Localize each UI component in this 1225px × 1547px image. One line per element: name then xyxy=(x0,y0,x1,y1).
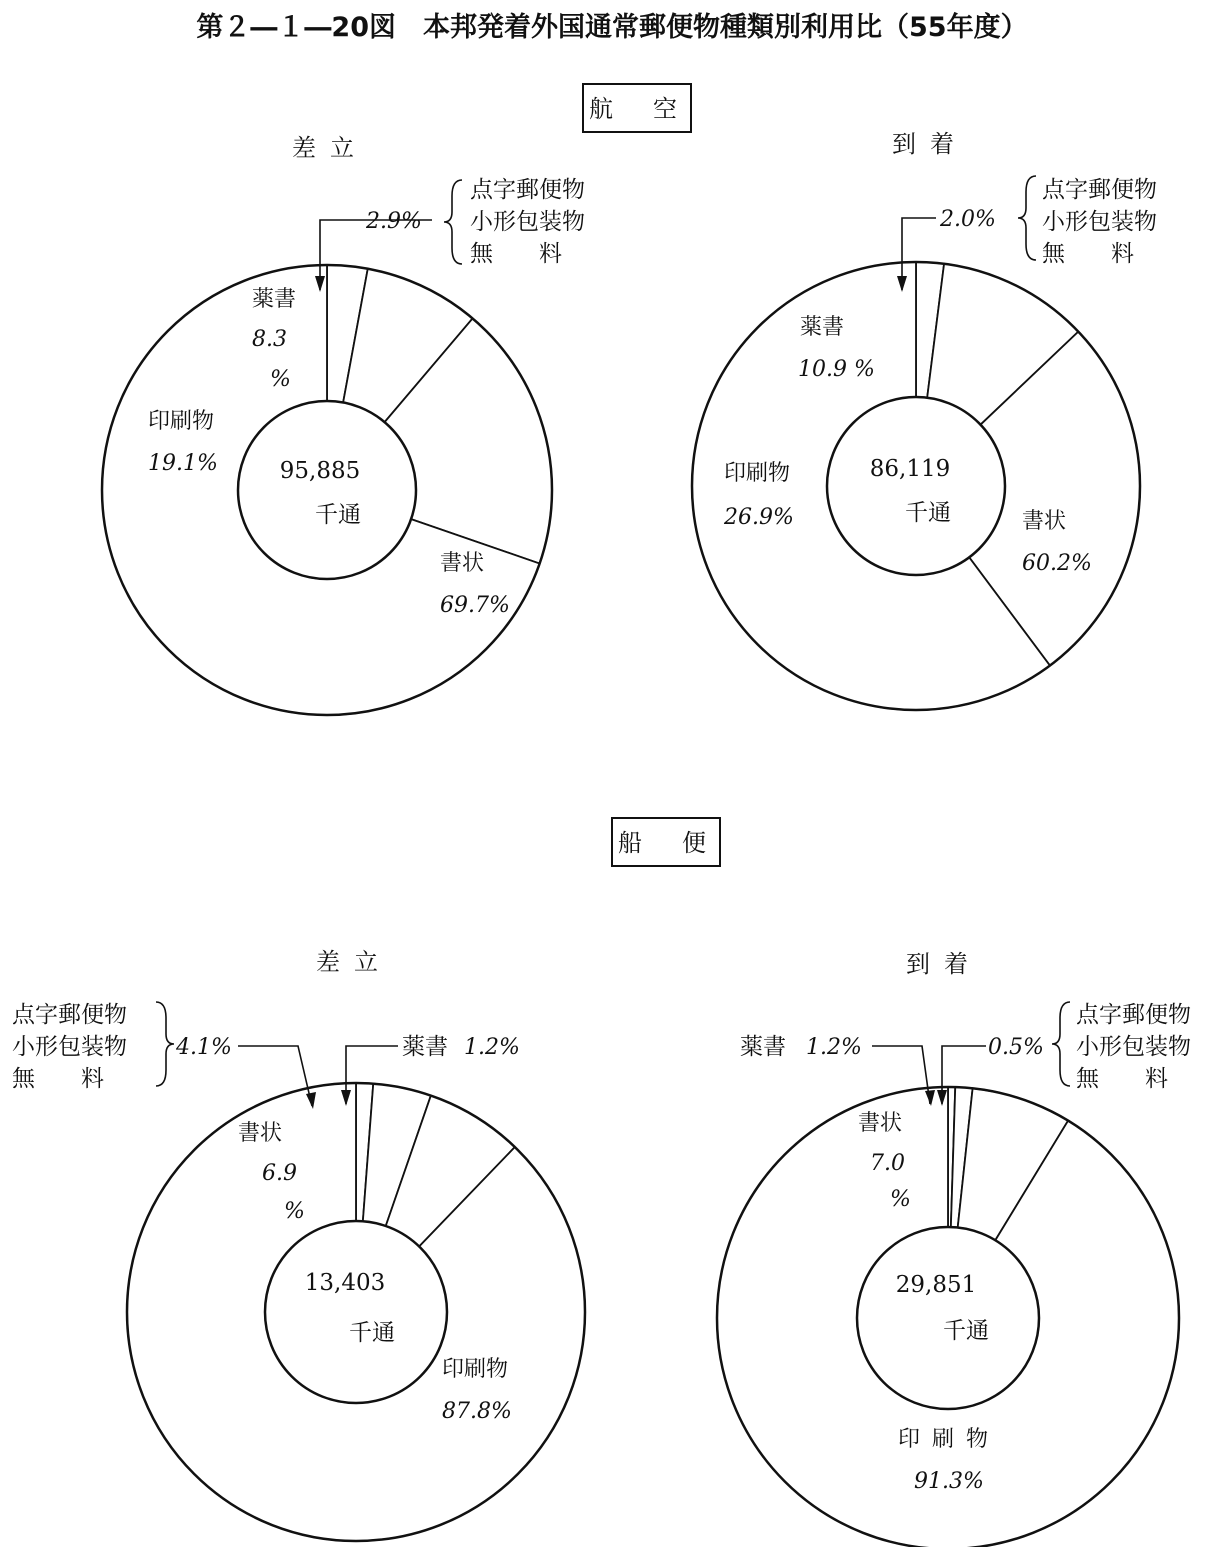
legend-line-free-sea-inbound: 無 料 xyxy=(1076,1066,1168,1092)
legend-line-braille-air-outbound: 点字郵便物 xyxy=(470,177,585,203)
legend-line-braille-sea-outbound: 点字郵便物 xyxy=(12,1002,127,1028)
slice-pct-postcard-air-outbound: 8.3 xyxy=(252,327,287,352)
center-unit-sea-outbound: 千通 xyxy=(349,1320,395,1346)
slice-pct-postcard-air-inbound: 10.9 % xyxy=(798,357,875,382)
pie-center-hole-sea-outbound xyxy=(265,1221,447,1403)
center-unit-sea-inbound: 千通 xyxy=(943,1318,989,1344)
slice-pct-printed-air-inbound: 26.9% xyxy=(724,505,794,530)
pie-chart-sea-inbound xyxy=(717,950,1191,1547)
slice-pct-misc-air-outbound: 2.9% xyxy=(366,209,422,234)
pie-chart-air-outbound xyxy=(102,134,585,715)
center-total-air-outbound: 95,885 xyxy=(279,458,361,484)
subtitle-sea-inbound: 到着 xyxy=(906,950,982,978)
legend-brace-air-outbound xyxy=(444,180,462,264)
slice-pct-printed-sea-inbound: 91.3% xyxy=(914,1469,984,1494)
slice-pct-sign-letters-sea-inbound: % xyxy=(890,1187,911,1212)
center-total-sea-inbound: 29,851 xyxy=(895,1272,977,1298)
slice-pct-misc-sea-outbound: 4.1% xyxy=(176,1035,232,1060)
legend-line-free-sea-outbound: 無 料 xyxy=(12,1066,104,1092)
section-label-air: 航 空 xyxy=(589,95,685,123)
legend-line-free-air-outbound: 無 料 xyxy=(470,241,562,267)
slice-pct-letters-sea-inbound: 7.0 xyxy=(870,1151,905,1176)
legend-brace-air-inbound xyxy=(1018,176,1036,260)
section-label-sea: 船 便 xyxy=(618,829,714,857)
legend-line-braille-air-inbound: 点字郵便物 xyxy=(1042,177,1157,203)
subtitle-sea-outbound: 差立 xyxy=(316,948,392,976)
slice-pct-printed-air-outbound: 19.1% xyxy=(148,451,218,476)
slice-label-letters-sea-outbound: 書状 xyxy=(238,1121,283,1146)
legend-line-smallpacket-sea-outbound: 小形包装物 xyxy=(12,1034,127,1060)
slice-label-letters-sea-inbound: 書状 xyxy=(858,1111,903,1136)
legend-line-smallpacket-air-outbound: 小形包装物 xyxy=(470,209,585,235)
slice-label-postcard-sea-inbound: 薬書 xyxy=(740,1034,786,1060)
slice-pct-misc-sea-inbound: 0.5% xyxy=(988,1035,1044,1060)
slice-label-postcard-air-inbound: 薬書 xyxy=(800,315,845,340)
legend-line-free-air-inbound: 無 料 xyxy=(1042,241,1134,267)
slice-pct-sign-postcard-air-outbound: % xyxy=(270,367,291,392)
legend-line-smallpacket-sea-inbound: 小形包装物 xyxy=(1076,1034,1191,1060)
slice-label-letters-air-outbound: 書状 xyxy=(440,551,485,576)
figure-title: 第２―１―20図 本邦発着外国通常郵便物種類別利用比（55年度） xyxy=(196,12,1028,43)
legend-line-braille-sea-inbound: 点字郵便物 xyxy=(1076,1002,1191,1028)
slice-label-printed-air-outbound: 印刷物 xyxy=(148,409,215,434)
slice-pct-letters-air-outbound: 69.7% xyxy=(440,593,510,618)
slice-label-printed-sea-inbound: 印刷物 xyxy=(898,1427,1001,1452)
slice-label-postcard-air-outbound: 薬書 xyxy=(252,287,297,312)
slice-label-postcard-sea-outbound: 薬書 xyxy=(402,1034,448,1060)
center-total-sea-outbound: 13,403 xyxy=(304,1270,386,1296)
slice-pct-printed-sea-outbound: 87.8% xyxy=(442,1399,512,1424)
center-unit-air-outbound: 千通 xyxy=(315,502,361,528)
subtitle-air-inbound: 到着 xyxy=(892,130,968,158)
pie-chart-air-inbound xyxy=(692,130,1157,710)
slice-pct-postcard-sea-inbound: 1.2% xyxy=(806,1035,862,1060)
legend-line-smallpacket-air-inbound: 小形包装物 xyxy=(1042,209,1157,235)
slice-label-printed-air-inbound: 印刷物 xyxy=(724,461,791,486)
slice-pct-postcard-sea-outbound: 1.2% xyxy=(464,1035,520,1060)
subtitle-air-outbound: 差立 xyxy=(292,134,368,162)
slice-pct-letters-air-inbound: 60.2% xyxy=(1022,551,1092,576)
center-total-air-inbound: 86,119 xyxy=(869,456,951,482)
slice-pct-sign-letters-sea-outbound: % xyxy=(284,1199,305,1224)
legend-brace-sea-outbound xyxy=(156,1002,174,1086)
slice-pct-letters-sea-outbound: 6.9 xyxy=(262,1161,297,1186)
center-unit-air-inbound: 千通 xyxy=(905,500,951,526)
slice-label-printed-sea-outbound: 印刷物 xyxy=(442,1357,509,1382)
pie-center-hole-air-outbound xyxy=(238,401,416,579)
legend-brace-sea-inbound xyxy=(1052,1002,1070,1086)
slice-label-letters-air-inbound: 書状 xyxy=(1022,509,1067,534)
slice-pct-misc-air-inbound: 2.0% xyxy=(940,207,996,232)
pie-center-hole-air-inbound xyxy=(827,397,1005,575)
pie-chart-sea-outbound xyxy=(12,948,585,1541)
